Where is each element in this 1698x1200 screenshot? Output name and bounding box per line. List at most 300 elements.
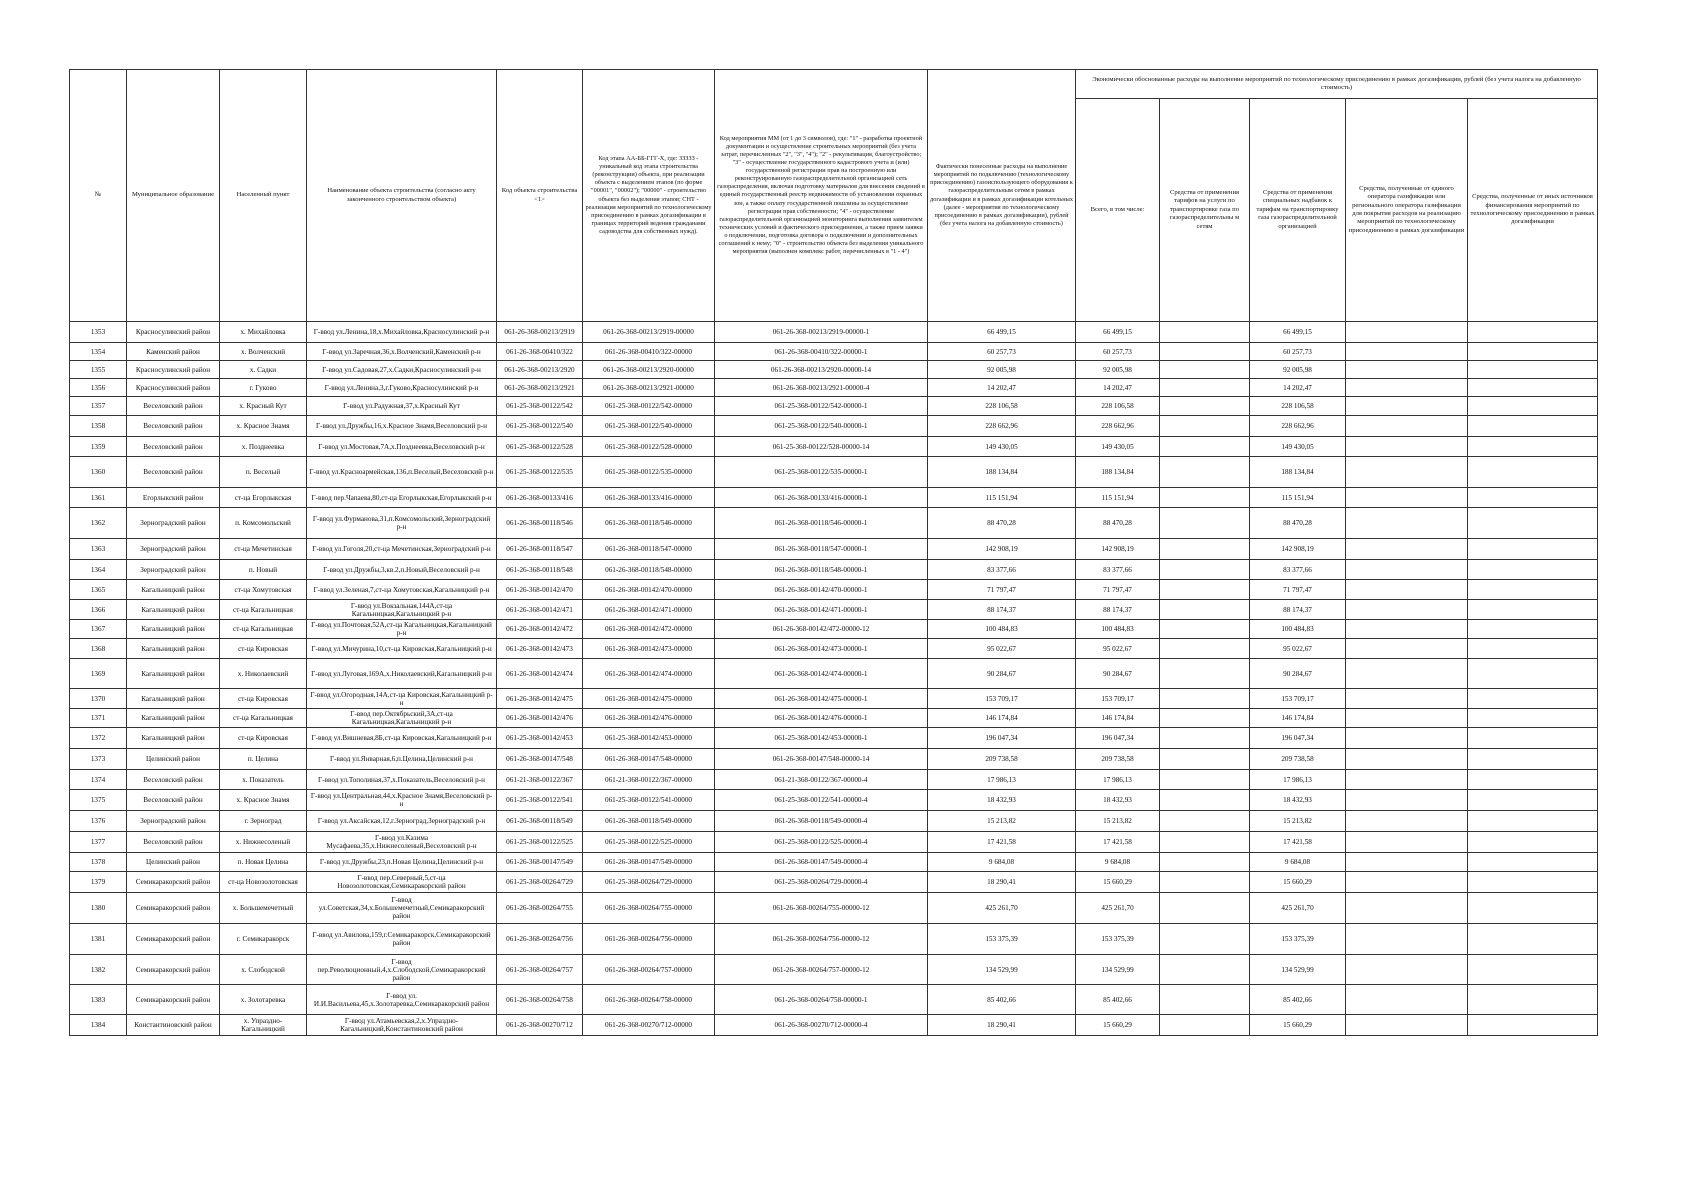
row-tariff-funds [1160, 1015, 1250, 1036]
report-sheet [69, 69, 1597, 1036]
row-stage-code: 061-26-368-00270/712-00000 [583, 1015, 715, 1036]
col-header-no: № [70, 70, 127, 322]
row-object-code: 061-26-368-00142/476 [497, 709, 583, 728]
table-row [70, 600, 1598, 620]
row-object-code: 061-26-368-00118/548 [497, 560, 583, 580]
row-number: 1378 [70, 853, 127, 872]
row-municipality: Кагальницкий район [127, 639, 220, 659]
row-locality: х. Золотаревка [220, 985, 307, 1015]
row-tariff-funds [1160, 343, 1250, 361]
row-municipality: Веселовский район [127, 770, 220, 790]
row-object-code: 061-25-368-00122/535 [497, 457, 583, 488]
table-row [70, 508, 1598, 539]
col-group-header: Экономически обоснованные расходы на выполнение мероприятий по технологическому присоединению в рамках догазификации, рублей (без учета налога на добавленную стоимость) [1076, 70, 1598, 99]
row-tariff-funds [1160, 600, 1250, 620]
row-object-name: Г-ввод ул.Фурманова,31,п.Комсомольский,Зерноградский р-н [307, 508, 497, 539]
table-row [70, 749, 1598, 770]
row-tariff-funds [1160, 580, 1250, 600]
row-object-code: 061-26-368-00142/475 [497, 689, 583, 709]
row-object-name: Г-ввод ул.Атамьевская,2,х.Упраздно-Кагальницкий,Константиновский район [307, 1015, 497, 1036]
row-object-code: 061-26-368-00142/472 [497, 620, 583, 639]
row-other-sources [1468, 1015, 1598, 1036]
row-number: 1369 [70, 659, 127, 689]
row-number: 1380 [70, 893, 127, 924]
row-object-name: Г-ввод ул.Казима Мусафаева,35,х.Нижнесоленый,Веселовский р-н [307, 832, 497, 853]
row-special-surcharge: 18 432,93 [1250, 790, 1346, 811]
row-object-code: 061-26-368-00147/549 [497, 853, 583, 872]
row-tariff-funds [1160, 457, 1250, 488]
row-special-surcharge: 142 908,19 [1250, 539, 1346, 560]
row-other-sources [1468, 488, 1598, 508]
row-municipality: Веселовский район [127, 416, 220, 437]
row-object-name: Г-ввод ул.Луговая,169А,х.Николаевский,Кагальницкий р-н [307, 659, 497, 689]
row-event-code: 061-26-368-00142/472-00000-12 [715, 620, 928, 639]
row-other-sources [1468, 361, 1598, 379]
row-object-name: Г-ввод ул.Дружбы,23,п.Новая Целина,Целинский р-н [307, 853, 497, 872]
row-special-surcharge: 209 738,58 [1250, 749, 1346, 770]
row-object-name: Г-ввод ул.Тополиная,37,х.Показатель,Веселовский р-н [307, 770, 497, 790]
row-total: 83 377,66 [1076, 560, 1160, 580]
row-special-surcharge: 149 430,05 [1250, 437, 1346, 457]
row-stage-code: 061-26-368-00213/2920-00000 [583, 361, 715, 379]
row-actual-costs: 17 986,13 [928, 770, 1076, 790]
row-other-sources [1468, 379, 1598, 397]
row-municipality: Кагальницкий район [127, 580, 220, 600]
table-row [70, 1015, 1598, 1036]
row-locality: ст-ца Новозолотовская [220, 872, 307, 893]
row-single-operator [1346, 790, 1468, 811]
row-special-surcharge: 15 660,29 [1250, 1015, 1346, 1036]
row-object-code: 061-26-368-00264/758 [497, 985, 583, 1015]
row-other-sources [1468, 924, 1598, 955]
row-object-name: Г-ввод ул.Садовая,27,х.Садки,Красносулинский р-н [307, 361, 497, 379]
row-locality: х. Красный Кут [220, 397, 307, 416]
table-row [70, 580, 1598, 600]
row-event-code: 061-26-368-00147/549-00000-4 [715, 853, 928, 872]
row-single-operator [1346, 600, 1468, 620]
row-special-surcharge: 83 377,66 [1250, 560, 1346, 580]
row-municipality: Красносулинский район [127, 361, 220, 379]
row-number: 1362 [70, 508, 127, 539]
row-object-name: Г-ввод пер.Чапаева,80,ст-ца Егорлыкская,Егорлыкский р-н [307, 488, 497, 508]
row-stage-code: 061-26-368-00142/471-00000 [583, 600, 715, 620]
costs-table [69, 69, 1598, 1036]
table-row [70, 620, 1598, 639]
row-single-operator [1346, 343, 1468, 361]
row-stage-code: 061-26-368-00213/2921-00000 [583, 379, 715, 397]
row-locality: ст-ца Егорлыкская [220, 488, 307, 508]
table-row [70, 639, 1598, 659]
row-event-code: 061-26-368-00142/476-00000-1 [715, 709, 928, 728]
row-municipality: Красносулинский район [127, 379, 220, 397]
table-row [70, 539, 1598, 560]
row-locality: ст-ца Кировская [220, 689, 307, 709]
row-total: 15 660,29 [1076, 1015, 1160, 1036]
row-other-sources [1468, 539, 1598, 560]
row-single-operator [1346, 728, 1468, 749]
table-row [70, 790, 1598, 811]
row-total: 17 421,58 [1076, 832, 1160, 853]
row-object-name: Г-ввод ул.Зеленая,7,ст-ца Хомутовская,Кагальницкий р-н [307, 580, 497, 600]
row-tariff-funds [1160, 790, 1250, 811]
row-special-surcharge: 88 174,37 [1250, 600, 1346, 620]
row-special-surcharge: 9 684,08 [1250, 853, 1346, 872]
table-row [70, 832, 1598, 853]
row-special-surcharge: 15 660,29 [1250, 872, 1346, 893]
row-tariff-funds [1160, 659, 1250, 689]
row-special-surcharge: 425 261,70 [1250, 893, 1346, 924]
row-total: 188 134,84 [1076, 457, 1160, 488]
row-tariff-funds [1160, 689, 1250, 709]
row-object-name: Г-ввод ул.Радужная,37,х.Красный Кут [307, 397, 497, 416]
row-other-sources [1468, 728, 1598, 749]
row-municipality: Семикаракорский район [127, 924, 220, 955]
row-locality: ст-ца Мечетинская [220, 539, 307, 560]
row-locality: х. Михайловка [220, 322, 307, 343]
col-header-locality: Населенный пункт [220, 70, 307, 322]
row-special-surcharge: 66 499,15 [1250, 322, 1346, 343]
row-number: 1354 [70, 343, 127, 361]
row-object-name: Г-ввод ул.Дружбы,3,кв.2,п.Новый,Веселовский р-н [307, 560, 497, 580]
row-single-operator [1346, 811, 1468, 832]
row-special-surcharge: 146 174,84 [1250, 709, 1346, 728]
row-object-name: Г-ввод пер.Северный,5,ст-ца Новозолотовская,Семикаракорский район [307, 872, 497, 893]
row-object-code: 061-25-368-00264/729 [497, 872, 583, 893]
row-stage-code: 061-25-368-00122/540-00000 [583, 416, 715, 437]
row-actual-costs: 18 290,41 [928, 1015, 1076, 1036]
row-tariff-funds [1160, 322, 1250, 343]
row-object-code: 061-26-368-00118/547 [497, 539, 583, 560]
row-locality: х. Николаевский [220, 659, 307, 689]
row-event-code: 061-26-368-00264/758-00000-1 [715, 985, 928, 1015]
row-municipality: Егорлыкский район [127, 488, 220, 508]
row-object-name: Г-ввод ул.Мостовая,7А,х.Позднеевка,Веселовский р-н [307, 437, 497, 457]
row-tariff-funds [1160, 488, 1250, 508]
row-object-name: Г-ввод ул.Мичурина,10,ст-ца Кировская,Кагальницкий р-н [307, 639, 497, 659]
row-tariff-funds [1160, 985, 1250, 1015]
row-number: 1375 [70, 790, 127, 811]
row-special-surcharge: 60 257,73 [1250, 343, 1346, 361]
row-actual-costs: 153 709,17 [928, 689, 1076, 709]
row-municipality: Веселовский район [127, 790, 220, 811]
table-row [70, 379, 1598, 397]
table-row [70, 397, 1598, 416]
row-single-operator [1346, 853, 1468, 872]
row-object-name: Г-ввод ул.Дружбы,16,х.Красное Знамя,Веселовский р-н [307, 416, 497, 437]
row-object-code: 061-26-368-00142/471 [497, 600, 583, 620]
row-municipality: Зерноградский район [127, 560, 220, 580]
row-locality: х. Слободской [220, 955, 307, 985]
row-tariff-funds [1160, 832, 1250, 853]
row-locality: ст-ца Кировская [220, 639, 307, 659]
row-actual-costs: 90 284,67 [928, 659, 1076, 689]
row-event-code: 061-26-368-00142/474-00000-1 [715, 659, 928, 689]
row-object-code: 061-26-368-00410/322 [497, 343, 583, 361]
row-stage-code: 061-25-368-00122/528-00000 [583, 437, 715, 457]
row-object-name: Г-ввод ул.Красноармейская,136,п.Веселый,Веселовский р-н [307, 457, 497, 488]
col-header-object-code: Код объекта строительства <1> [497, 70, 583, 322]
row-actual-costs: 153 375,39 [928, 924, 1076, 955]
row-total: 14 202,47 [1076, 379, 1160, 397]
row-locality: г. Зерноград [220, 811, 307, 832]
row-municipality: Каменский район [127, 343, 220, 361]
row-stage-code: 061-25-368-00142/453-00000 [583, 728, 715, 749]
row-event-code: 061-26-368-00410/322-00000-1 [715, 343, 928, 361]
row-total: 142 908,19 [1076, 539, 1160, 560]
row-other-sources [1468, 770, 1598, 790]
row-other-sources [1468, 689, 1598, 709]
row-object-name: Г-ввод ул.Вишневая,8Б,ст-ца Кировская,Кагальницкий р-н [307, 728, 497, 749]
row-tariff-funds [1160, 770, 1250, 790]
row-object-name: Г-ввод ул.Огородная,14А,ст-ца Кировская,Кагальницкий р-н [307, 689, 497, 709]
row-special-surcharge: 88 470,28 [1250, 508, 1346, 539]
row-single-operator [1346, 620, 1468, 639]
row-other-sources [1468, 790, 1598, 811]
row-stage-code: 061-26-368-00142/475-00000 [583, 689, 715, 709]
table-row [70, 924, 1598, 955]
row-event-code: 061-26-368-00118/548-00000-1 [715, 560, 928, 580]
row-number: 1364 [70, 560, 127, 580]
row-event-code: 061-26-368-00213/2920-00000-14 [715, 361, 928, 379]
row-single-operator [1346, 770, 1468, 790]
row-other-sources [1468, 322, 1598, 343]
col-header-event-code: Код мероприятия ММ (от 1 до 3 символов), где: "1" - разработка проектной документации и осуществление строительных мероприятий (без учета затрат, перечисленных "2", "3", "4"); "2" - рекультивация, благоустройство; "3" - осуществление государственного кадастрового учета и (или) государственной регистрации прав на построенную или реконструированную газораспределительной организацией сеть газораспределения, включая подготовку материалов для внесения сведений в единый государственный реестр недвижимости об установлении охранных зон, а также оплату государственной пошлины за осуществление регистрации прав собственности; "4" - осуществление газораспределительной организацией мониторинга выполнения заявителем технических условий и фактического присоединения, а также прием заявки о подключении, подготовка договора о подключении и дополнительных соглашений к нему; "0" - строительство объекта без выделения уникального мероприятия (выполнен комплекс работ, перечисленных в "1 - 4") [715, 70, 928, 322]
row-stage-code: 061-25-368-00122/542-00000 [583, 397, 715, 416]
row-single-operator [1346, 893, 1468, 924]
row-locality: ст-ца Кагальницкая [220, 600, 307, 620]
table-row [70, 457, 1598, 488]
row-actual-costs: 9 684,08 [928, 853, 1076, 872]
row-single-operator [1346, 488, 1468, 508]
table-row [70, 659, 1598, 689]
row-other-sources [1468, 437, 1598, 457]
row-special-surcharge: 71 797,47 [1250, 580, 1346, 600]
row-total: 425 261,70 [1076, 893, 1160, 924]
row-number: 1361 [70, 488, 127, 508]
row-object-name: Г-ввод ул. И.И.Васильева,45,х.Золотаревка,Семикаракорский район [307, 985, 497, 1015]
row-object-code: 061-26-368-00264/756 [497, 924, 583, 955]
row-single-operator [1346, 689, 1468, 709]
row-single-operator [1346, 1015, 1468, 1036]
row-total: 90 284,67 [1076, 659, 1160, 689]
row-other-sources [1468, 709, 1598, 728]
row-number: 1383 [70, 985, 127, 1015]
row-stage-code: 061-26-368-00264/756-00000 [583, 924, 715, 955]
row-object-code: 061-26-368-00118/549 [497, 811, 583, 832]
row-municipality: Кагальницкий район [127, 709, 220, 728]
row-single-operator [1346, 416, 1468, 437]
row-total: 149 430,05 [1076, 437, 1160, 457]
row-stage-code: 061-26-368-00142/476-00000 [583, 709, 715, 728]
row-object-code: 061-21-368-00122/367 [497, 770, 583, 790]
row-stage-code: 061-26-368-00142/470-00000 [583, 580, 715, 600]
row-object-name: Г-ввод ул.Январная,6,п.Целина,Целинский р-н [307, 749, 497, 770]
row-other-sources [1468, 832, 1598, 853]
row-tariff-funds [1160, 709, 1250, 728]
row-object-code: 061-26-368-00142/474 [497, 659, 583, 689]
row-other-sources [1468, 955, 1598, 985]
row-locality: х. Нижнесоленый [220, 832, 307, 853]
row-object-name: Г-ввод ул.Советская,34,х.Большемечетный,Семикаракорский район [307, 893, 497, 924]
row-municipality: Зерноградский район [127, 508, 220, 539]
row-locality: ст-ца Кагальницкая [220, 620, 307, 639]
row-locality: п. Новая Целина [220, 853, 307, 872]
row-tariff-funds [1160, 893, 1250, 924]
row-total: 100 484,83 [1076, 620, 1160, 639]
row-municipality: Веселовский район [127, 397, 220, 416]
row-other-sources [1468, 600, 1598, 620]
row-municipality: Веселовский район [127, 832, 220, 853]
row-special-surcharge: 100 484,83 [1250, 620, 1346, 639]
row-total: 146 174,84 [1076, 709, 1160, 728]
row-other-sources [1468, 416, 1598, 437]
row-stage-code: 061-26-368-00264/758-00000 [583, 985, 715, 1015]
row-object-code: 061-26-368-00213/2920 [497, 361, 583, 379]
row-municipality: Семикаракорский район [127, 955, 220, 985]
row-single-operator [1346, 709, 1468, 728]
row-locality: п. Веселый [220, 457, 307, 488]
row-object-name: Г-ввод ул.Гоголя,20,ст-ца Мечетинская,Зерноградский р-н [307, 539, 497, 560]
row-municipality: Зерноградский район [127, 539, 220, 560]
row-object-code: 061-26-368-00142/473 [497, 639, 583, 659]
row-tariff-funds [1160, 728, 1250, 749]
row-tariff-funds [1160, 620, 1250, 639]
row-special-surcharge: 92 005,98 [1250, 361, 1346, 379]
row-tariff-funds [1160, 639, 1250, 659]
row-stage-code: 061-26-368-00410/322-00000 [583, 343, 715, 361]
row-municipality: Красносулинский район [127, 322, 220, 343]
table-row [70, 322, 1598, 343]
col-header-single-operator: Средства, полученные от единого оператора газификации или регионального оператора газификации для покрытия расходов на реализацию мероприятий по технологическому присоединению в рамках догазификации [1346, 99, 1468, 322]
row-single-operator [1346, 539, 1468, 560]
row-other-sources [1468, 985, 1598, 1015]
row-object-code: 061-26-368-00147/548 [497, 749, 583, 770]
row-total: 60 257,73 [1076, 343, 1160, 361]
row-number: 1373 [70, 749, 127, 770]
row-total: 228 106,58 [1076, 397, 1160, 416]
row-actual-costs: 188 134,84 [928, 457, 1076, 488]
row-other-sources [1468, 893, 1598, 924]
row-tariff-funds [1160, 749, 1250, 770]
row-other-sources [1468, 872, 1598, 893]
row-tariff-funds [1160, 924, 1250, 955]
row-event-code: 061-21-368-00122/367-00000-4 [715, 770, 928, 790]
row-object-name: Г-ввод ул.Ленина,3,г.Гуково,Красносулинский р-н [307, 379, 497, 397]
row-number: 1377 [70, 832, 127, 853]
row-single-operator [1346, 322, 1468, 343]
row-locality: х. Позднеевка [220, 437, 307, 457]
row-locality: х. Красное Знамя [220, 416, 307, 437]
row-tariff-funds [1160, 560, 1250, 580]
row-special-surcharge: 153 375,39 [1250, 924, 1346, 955]
row-municipality: Веселовский район [127, 437, 220, 457]
row-total: 115 151,94 [1076, 488, 1160, 508]
row-number: 1368 [70, 639, 127, 659]
row-single-operator [1346, 832, 1468, 853]
row-actual-costs: 95 022,67 [928, 639, 1076, 659]
row-object-code: 061-26-368-00270/712 [497, 1015, 583, 1036]
col-header-other-sources: Средства, полученные от иных источников финансирования мероприятий по технологическому присоединению в рамках догазификации [1468, 99, 1598, 322]
row-total: 228 662,96 [1076, 416, 1160, 437]
row-actual-costs: 149 430,05 [928, 437, 1076, 457]
row-total: 209 738,58 [1076, 749, 1160, 770]
row-actual-costs: 92 005,98 [928, 361, 1076, 379]
row-stage-code: 061-25-368-00122/541-00000 [583, 790, 715, 811]
table-row [70, 709, 1598, 728]
row-number: 1367 [70, 620, 127, 639]
row-event-code: 061-26-368-00142/475-00000-1 [715, 689, 928, 709]
row-municipality: Зерноградский район [127, 811, 220, 832]
row-object-name: Г-ввод ул.Авилова,159,г.Семикаракорск,Семикаракорский район [307, 924, 497, 955]
row-event-code: 061-25-368-00122/525-00000-4 [715, 832, 928, 853]
row-tariff-funds [1160, 955, 1250, 985]
row-tariff-funds [1160, 508, 1250, 539]
row-object-code: 061-25-368-00122/540 [497, 416, 583, 437]
row-event-code: 061-26-368-00142/470-00000-1 [715, 580, 928, 600]
row-number: 1366 [70, 600, 127, 620]
row-object-code: 061-25-368-00142/453 [497, 728, 583, 749]
row-locality: п. Целина [220, 749, 307, 770]
row-number: 1358 [70, 416, 127, 437]
row-event-code: 061-26-368-00147/548-00000-14 [715, 749, 928, 770]
row-actual-costs: 209 738,58 [928, 749, 1076, 770]
row-special-surcharge: 15 213,82 [1250, 811, 1346, 832]
row-stage-code: 061-26-368-00142/472-00000 [583, 620, 715, 639]
row-actual-costs: 115 151,94 [928, 488, 1076, 508]
row-stage-code: 061-26-368-00118/547-00000 [583, 539, 715, 560]
row-actual-costs: 88 470,28 [928, 508, 1076, 539]
row-municipality: Семикаракорский район [127, 872, 220, 893]
row-single-operator [1346, 985, 1468, 1015]
row-object-name: Г-ввод ул.Ленина,18,х.Михайловка,Красносулинский р-н [307, 322, 497, 343]
row-object-code: 061-26-368-00142/470 [497, 580, 583, 600]
row-special-surcharge: 188 134,84 [1250, 457, 1346, 488]
col-header-special-surcharge: Средства от применения специальных надбавок к тарифам на транспортировку газа газораспределительной организацией [1250, 99, 1346, 322]
table-row [70, 955, 1598, 985]
table-header [70, 70, 1598, 322]
row-total: 18 432,93 [1076, 790, 1160, 811]
row-locality: г. Гуково [220, 379, 307, 397]
row-special-surcharge: 17 986,13 [1250, 770, 1346, 790]
row-number: 1381 [70, 924, 127, 955]
row-special-surcharge: 228 662,96 [1250, 416, 1346, 437]
row-single-operator [1346, 749, 1468, 770]
row-event-code: 061-25-368-00122/540-00000-1 [715, 416, 928, 437]
row-municipality: Кагальницкий район [127, 620, 220, 639]
row-tariff-funds [1160, 379, 1250, 397]
row-object-code: 061-26-368-00264/755 [497, 893, 583, 924]
row-actual-costs: 18 290,41 [928, 872, 1076, 893]
row-total: 92 005,98 [1076, 361, 1160, 379]
row-municipality: Семикаракорский район [127, 893, 220, 924]
row-locality: г. Семикаракорск [220, 924, 307, 955]
row-single-operator [1346, 437, 1468, 457]
row-other-sources [1468, 811, 1598, 832]
row-actual-costs: 66 499,15 [928, 322, 1076, 343]
row-event-code: 061-25-368-00122/542-00000-1 [715, 397, 928, 416]
row-stage-code: 061-26-368-00147/549-00000 [583, 853, 715, 872]
row-other-sources [1468, 457, 1598, 488]
row-number: 1353 [70, 322, 127, 343]
row-single-operator [1346, 457, 1468, 488]
row-tariff-funds [1160, 539, 1250, 560]
row-single-operator [1346, 872, 1468, 893]
row-total: 15 213,82 [1076, 811, 1160, 832]
row-number: 1372 [70, 728, 127, 749]
row-actual-costs: 134 529,99 [928, 955, 1076, 985]
row-stage-code: 061-26-368-00264/757-00000 [583, 955, 715, 985]
row-special-surcharge: 153 709,17 [1250, 689, 1346, 709]
